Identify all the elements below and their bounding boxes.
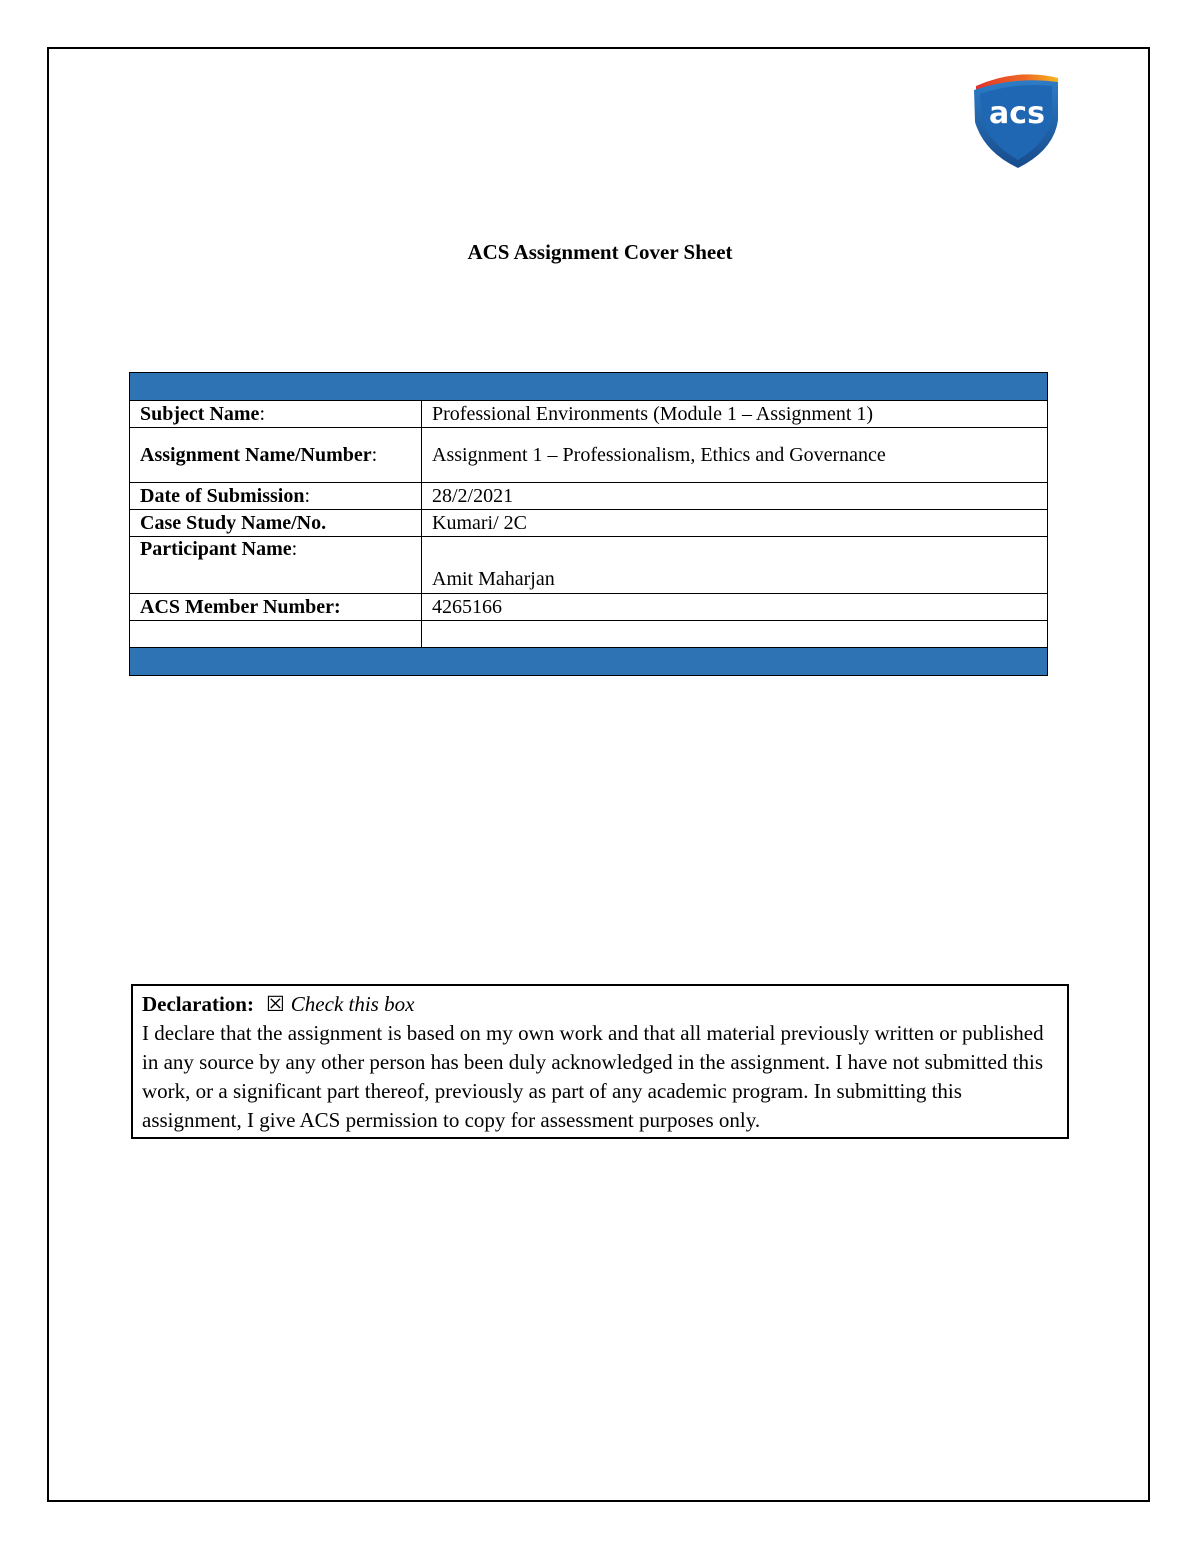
page-border <box>47 47 1150 1502</box>
row-value[interactable]: Amit Maharjan <box>422 537 1048 594</box>
row-value[interactable]: Professional Environments (Module 1 – Assignment 1) <box>422 401 1048 428</box>
table-row-empty <box>130 621 1048 648</box>
declaration-box <box>131 984 1069 1139</box>
document-title: ACS Assignment Cover Sheet <box>467 240 733 264</box>
table-row <box>130 401 1048 428</box>
table-row <box>130 537 1048 594</box>
checkbox-label: Check this box <box>290 992 415 1016</box>
table-footer-band <box>130 648 1048 676</box>
row-value[interactable]: 4265166 <box>422 594 1048 621</box>
row-label: Case Study Name/No. <box>130 510 422 537</box>
acs-logo-icon <box>970 68 1062 170</box>
row-label: Assignment Name/Number: <box>130 428 422 483</box>
table-row <box>130 594 1048 621</box>
checked-checkbox-icon[interactable]: ☒ <box>265 992 285 1016</box>
row-label: Subject Name: <box>130 401 422 428</box>
declaration-label: Declaration: <box>142 992 254 1016</box>
row-value[interactable] <box>422 621 1048 648</box>
declaration-text: I declare that the assignment is based on my own work and that all material previously written or published in any source by any other person has been duly acknowledged in the assignment. I have not submitted this work, or a significant part thereof, previously as part of any academic program. In submitting this assignment, I give ACS permission to copy for assessment purposes only. <box>142 1021 1044 1132</box>
logo-text: acs <box>989 96 1045 131</box>
table-row <box>130 483 1048 510</box>
row-label: ACS Member Number: <box>130 594 422 621</box>
table-header-band <box>130 373 1048 401</box>
row-label: Participant Name: <box>130 537 422 594</box>
row-value[interactable]: Assignment 1 – Professionalism, Ethics and Governance <box>422 428 1048 483</box>
row-label: Date of Submission: <box>130 483 422 510</box>
row-value[interactable]: 28/2/2021 <box>422 483 1048 510</box>
row-label <box>130 621 422 648</box>
row-value[interactable]: Kumari/ 2C <box>422 510 1048 537</box>
table-row <box>130 510 1048 537</box>
table-row <box>130 428 1048 483</box>
cover-sheet-table <box>129 372 1048 676</box>
acs-logo <box>970 68 1062 170</box>
